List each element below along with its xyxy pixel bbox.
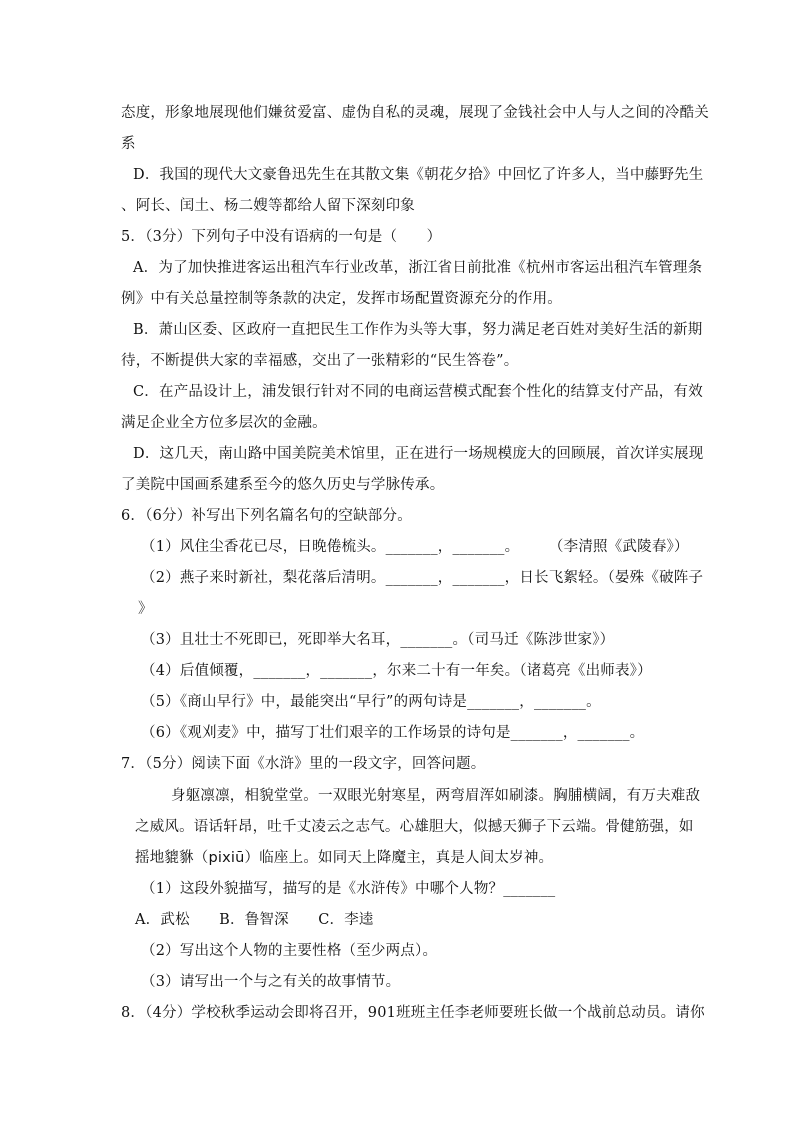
text-line: 》 [138, 601, 153, 617]
passage-line: 摇地貔貅（pixiū）临座上。如同天上降魔主，真是人间太岁神。 [135, 850, 554, 866]
text-line: 了美院中国画系建系至今的悠久历史与学脉传承。 [121, 477, 445, 493]
option-c: C．在产品设计上，浦发银行针对不同的电商运营模式配套个性化的结算支付产品，有效 [133, 384, 703, 400]
fill-blank-1: （1）风住尘香花已尽，日晚倦梳头。_______，_______。 （李清照《武陵春》） [141, 539, 689, 555]
choice-options: A．武松 B．鲁智深 C．李逵 [135, 912, 374, 928]
question-7-title: 7．（5分）阅读下面《水浒》里的一段文字，回答问题。 [121, 756, 486, 772]
question-5-title: 5．（3分）下列句子中没有语病的一句是（ ） [121, 229, 442, 245]
text-line: 系 [121, 136, 136, 152]
text-line: 例》中有关总量控制等条款的决定，发挥市场配置资源充分的作用。 [121, 291, 562, 307]
text-line: 、阿长、闰土、杨二嫂等都给人留下深刻印象 [121, 198, 415, 214]
passage-line: 身躯凛凛，相貌堂堂。一双眼光射寒星，两弯眉浑如刷漆。胸脯横阔，有万夫难敌 [171, 788, 701, 804]
passage-line: 之威风。语话轩昂，吐千丈凌云之志气。心雄胆大，似撼天狮子下云端。骨健筋强，如 [135, 819, 694, 835]
text-line: D．我国的现代大文豪鲁迅先生在其散文集《朝花夕拾》中回忆了许多人，当中藤野先生 [133, 167, 704, 183]
sub-question-2: （2）写出这个人物的主要性格（至少两点）。 [141, 943, 438, 959]
fill-blank-2: （2）燕子来时新社，梨花落后清明。_______，_______，日长飞絮轻。（晏殊《破阵子 [141, 570, 704, 586]
fill-blank-5: （5）《商山早行》中，最能突出“早行”的两句诗是_______，_______。 [141, 694, 601, 710]
option-b: B．萧山区委、区政府一直把民生工作作为头等大事，努力满足老百姓对美好生活的新期 [133, 322, 703, 338]
option-d: D．这几天，南山路中国美院美术馆里，正在进行一场规模庞大的回顾展，首次详实展现 [133, 446, 704, 462]
text-line: 待，不断提供大家的幸福感，交出了一张精彩的“民生答卷”。 [121, 353, 519, 369]
question-8-title: 8．（4分）学校秋季运动会即将召开，901班班主任李老师要班长做一个战前总动员。请你 [121, 1005, 705, 1021]
fill-blank-6: （6）《观刈麦》中，描写丁壮们艰辛的工作场景的诗句是_______，_______。 [141, 725, 645, 741]
sub-question-3: （3）请写出一个与之有关的故事情节。 [141, 974, 401, 990]
text-line: 态度，形象地展现他们嫌贫爱富、虚伪自私的灵魂，展现了金钱社会中人与人之间的冷酷关 [121, 105, 709, 121]
option-a: A．为了加快推进客运出租汽车行业改革，浙江省日前批准《杭州市客运出租汽车管理条 [133, 260, 703, 276]
sub-question-1: （1）这段外貌描写，描写的是《水浒传》中哪个人物？_______ [141, 881, 556, 897]
question-6-title: 6．（6分）补写出下列名篇名句的空缺部分。 [121, 508, 412, 524]
text-line: 满足企业全方位多层次的金融。 [121, 415, 327, 431]
fill-blank-4: （4）后值倾覆，_______，_______，尔来二十有一年矣。（诸葛亮《出师表》） [141, 663, 652, 679]
fill-blank-3: （3）且壮士不死即已，死即举大名耳，_______。（司马迁《陈涉世家》） [141, 632, 615, 648]
